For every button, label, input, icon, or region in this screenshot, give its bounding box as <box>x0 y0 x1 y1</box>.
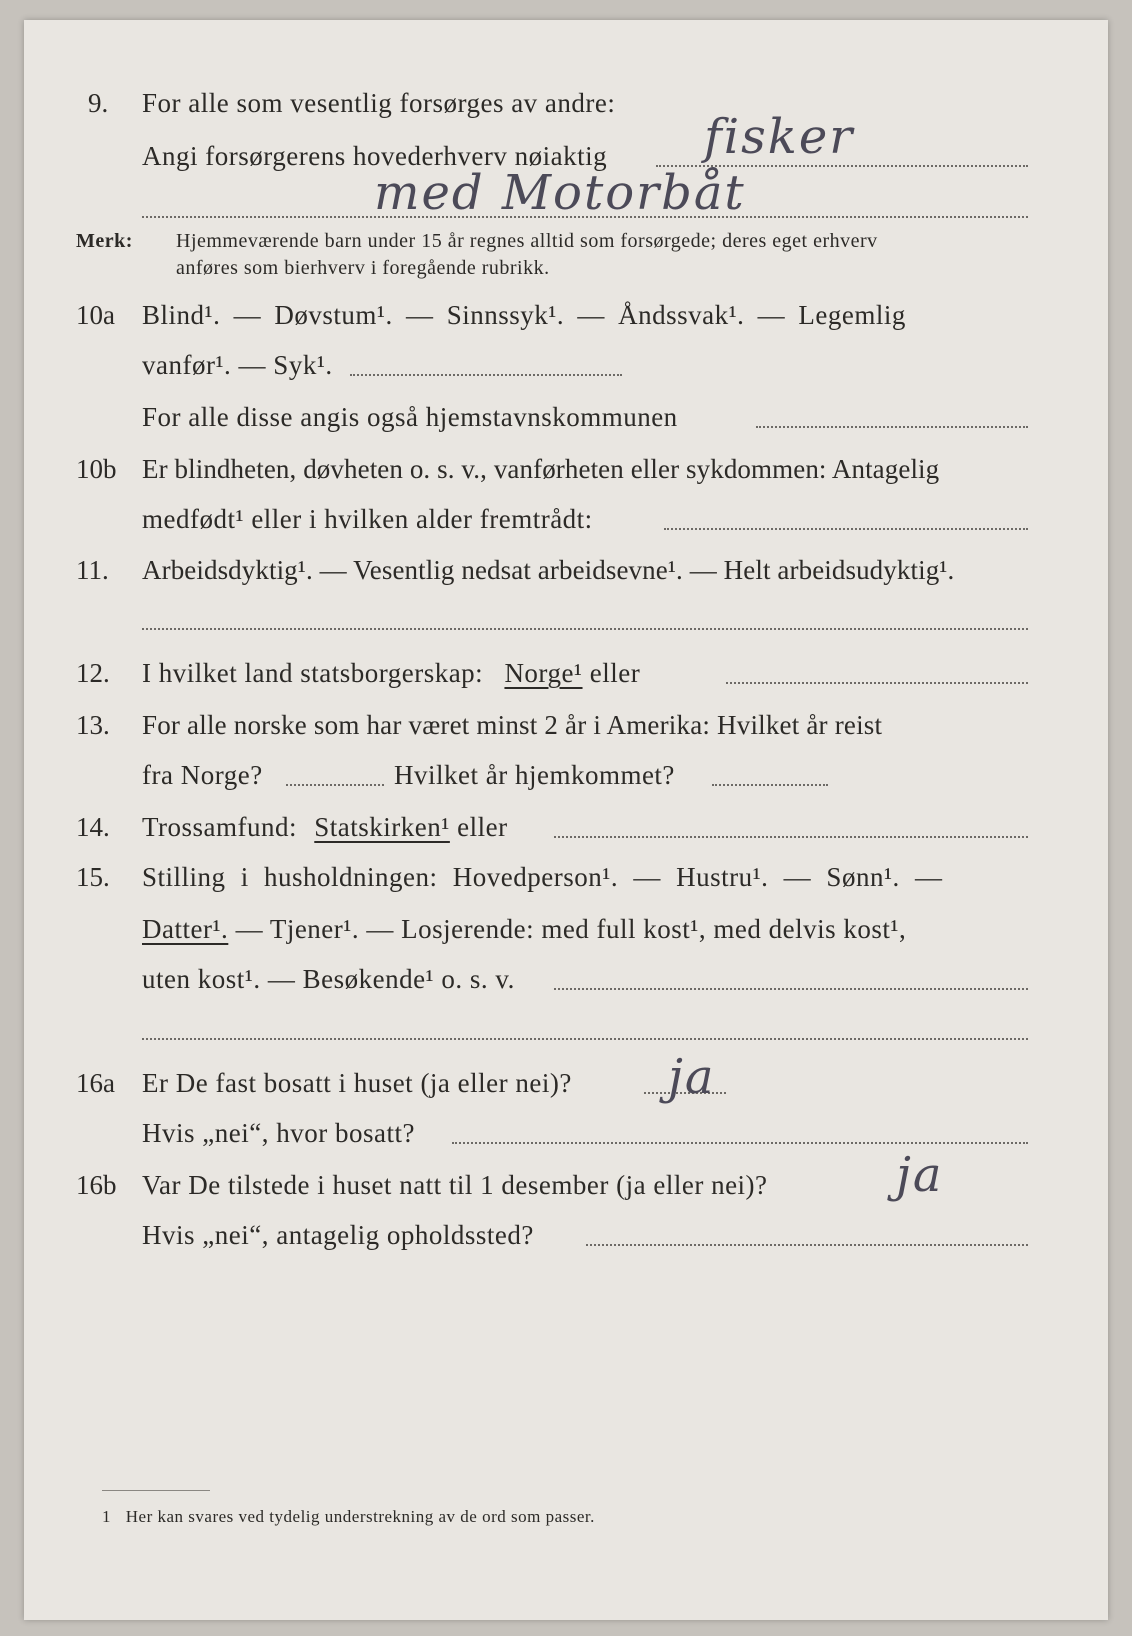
q10a-line2: vanfør¹. — Syk¹. <box>142 350 333 380</box>
footnote-rule <box>102 1490 210 1491</box>
q10a-line1: Blind¹. — Døvstum¹. — Sinnssyk¹. — Åndssvak¹. — Legemlig <box>142 300 906 330</box>
q11-line1: Arbeidsdyktig¹. — Vesentlig nedsat arbeidsevne¹. — Helt arbeidsudyktig¹. <box>142 555 955 585</box>
q12-number: 12. <box>76 658 110 688</box>
q16b-line1: Var De tilstede i huset natt til 1 desember (ja eller nei)? <box>142 1170 768 1200</box>
q15-line1: Stilling i husholdningen: Hovedperson¹. — Hustru¹. — Sønn¹. — <box>142 862 943 892</box>
q16a-line1: Er De fast bosatt i huset (ja eller nei)? <box>142 1068 572 1098</box>
q9-handwritten-detail: med Motorbåt <box>374 165 746 221</box>
merk-label: Merk: <box>76 230 133 252</box>
footnote-text: Her kan svares ved tydelig understrekning av de ord som passer. <box>125 1507 595 1526</box>
q16a-number: 16a <box>76 1068 115 1098</box>
q15-answer-line <box>554 988 1028 990</box>
q13-line1: For alle norske som har været minst 2 år i Amerika: Hvilket år reist <box>142 710 883 740</box>
q10a-home-answer-line <box>756 426 1028 428</box>
footnote-mark: 1 <box>102 1507 111 1526</box>
q12-prefix: I hvilket land statsborgerskap: <box>142 658 484 688</box>
q14-line <box>142 812 508 842</box>
q11-number: 11. <box>76 555 109 585</box>
q16a-residence-line <box>452 1142 1028 1144</box>
q12-eller: eller <box>589 658 641 688</box>
q14-prefix: Trossamfund: <box>142 812 298 842</box>
q10a-line3: For alle disse angis også hjemstavnskommunen <box>142 402 678 432</box>
q10b-line2: medfødt¹ eller i hvilken alder fremtrådt: <box>142 504 593 534</box>
q9-line1: For alle som vesentlig forsørges av andre: <box>142 88 616 118</box>
q16a-line2: Hvis „nei“, hvor bosatt? <box>142 1118 415 1148</box>
q14-statskirken: Statskirken¹ <box>314 812 450 842</box>
q15-answer-line-2 <box>142 1038 1028 1040</box>
census-form-page <box>24 20 1108 1620</box>
q10a-number: 10a <box>76 300 115 330</box>
q13-departure-line <box>286 784 384 786</box>
q15-line2-rest: — Tjener¹. — Losjerende: med full kost¹, med delvis kost¹, <box>235 914 907 944</box>
q16b-answer-line <box>586 1244 1028 1246</box>
q13-return-line <box>712 784 828 786</box>
footnote <box>102 1502 595 1532</box>
q15-line3: uten kost¹. — Besøkende¹ o. s. v. <box>142 964 515 994</box>
q13-number: 13. <box>76 710 110 740</box>
q15-line2 <box>142 914 906 944</box>
q14-answer-line <box>554 836 1028 838</box>
q10b-answer-line <box>664 528 1028 530</box>
q12-norge: Norge¹ <box>504 658 583 688</box>
q15-number: 15. <box>76 862 110 892</box>
q9-handwritten-occupation: fisker <box>704 109 855 165</box>
q12-answer-line <box>726 682 1028 684</box>
q11-answer-line <box>142 628 1028 630</box>
q16b-handwritten-answer: ja <box>896 1147 944 1203</box>
q10a-answer-line <box>350 374 622 376</box>
q10b-line1: Er blindheten, døvheten o. s. v., vanførheten eller sykdommen: Antagelig <box>142 454 940 484</box>
merk-line2: anføres som bierhverv i foregående rubrikk. <box>176 257 550 279</box>
q9-line2: Angi forsørgerens hovederhverv nøiaktig <box>142 141 608 171</box>
q16a-handwritten-answer: ja <box>668 1049 716 1105</box>
q16b-line2: Hvis „nei“, antagelig opholdssted? <box>142 1220 534 1250</box>
q15-datter: Datter¹. <box>142 914 229 944</box>
q10b-number: 10b <box>76 454 117 484</box>
q14-number: 14. <box>76 812 110 842</box>
merk-line1: Hjemmeværende barn under 15 år regnes alltid som forsørgede; deres eget erhverv <box>176 230 878 252</box>
q14-eller: eller <box>457 812 508 842</box>
q16b-number: 16b <box>76 1170 117 1200</box>
q13-from-norway: fra Norge? <box>142 760 263 790</box>
q9-number: 9. <box>88 88 109 118</box>
q12-line <box>142 658 640 688</box>
q13-returned: Hvilket år hjemkommet? <box>394 760 675 790</box>
